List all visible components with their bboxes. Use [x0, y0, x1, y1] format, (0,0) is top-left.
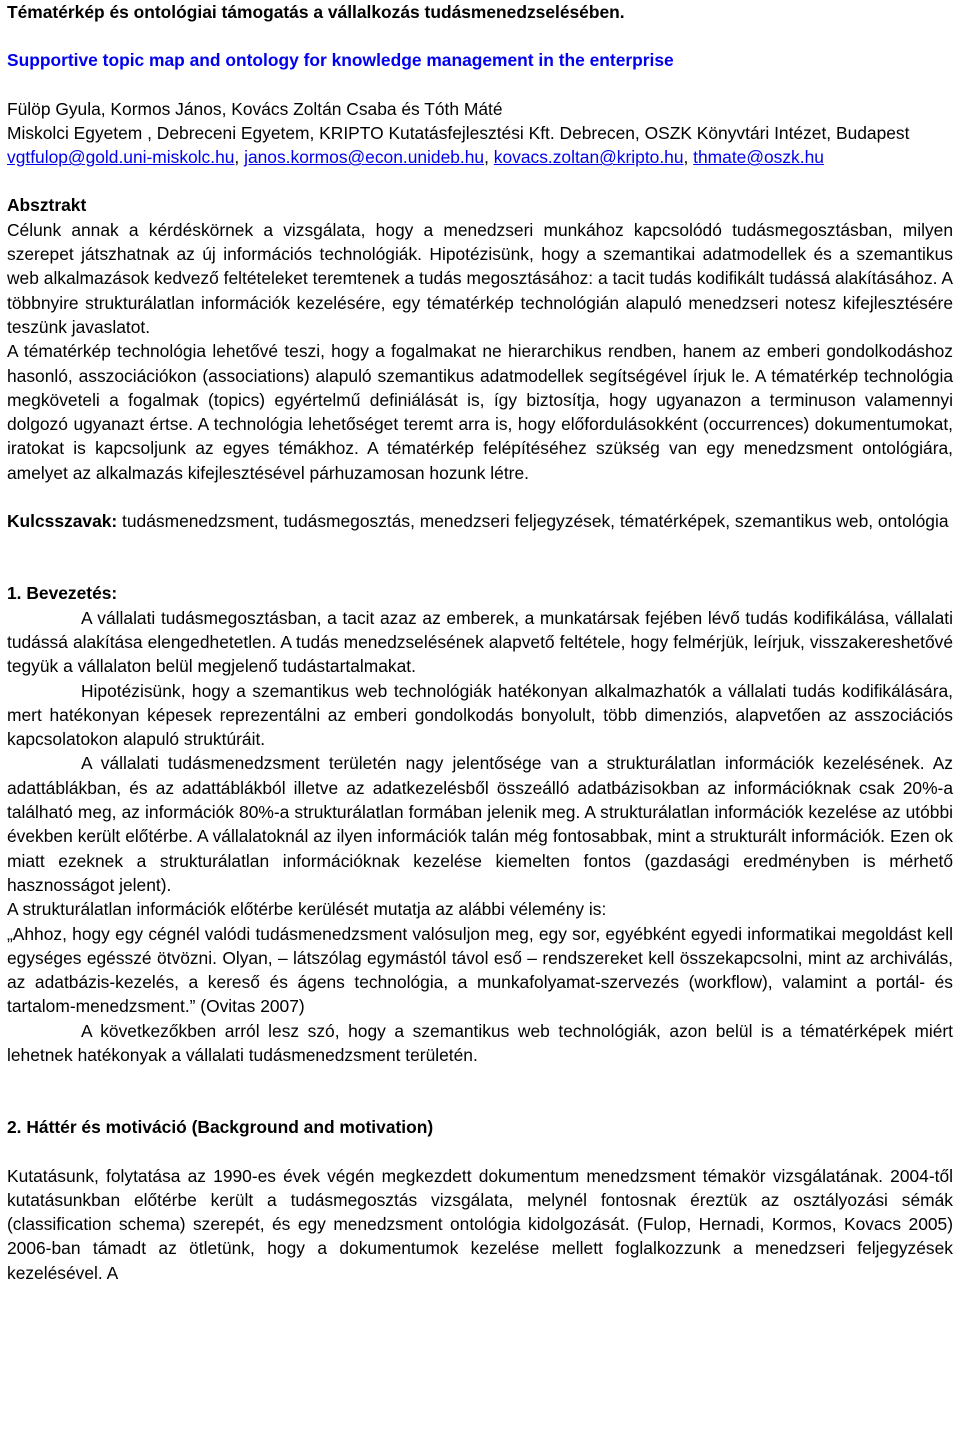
section-1-heading: 1. Bevezetés:	[7, 583, 118, 604]
section-2-heading: 2. Háttér és motiváció (Background and motivation)	[7, 1117, 434, 1138]
email-link-fulop[interactable]: vgtfulop@gold.uni-miskolc.hu	[7, 147, 235, 168]
abstract-heading: Absztrakt	[7, 195, 87, 216]
email-separator: ,	[683, 147, 694, 168]
affiliations: Miskolci Egyetem , Debreceni Egyetem, KRIPTO Kutatásfejlesztési Kft. Debrecen, OSZK Könyvtári Intézet, Budapest	[7, 122, 910, 143]
title-hungarian: Tématérkép és ontológiai támogatás a vállalkozás tudásmenedzselésében.	[7, 2, 625, 22]
email-link-toth[interactable]: thmate@oszk.hu	[693, 147, 824, 168]
email-link-kovacs[interactable]: kovacs.zoltan@kripto.hu	[493, 147, 684, 168]
section-1-paragraph-1: A vállalati tudásmegosztásban, a tacit azaz az emberek, a munkatársak fejében lévő tudás kodifikálása, vállalati tudássá alakítása elengedhetetlen. A tudás menedzselésének alapvető feltétele, hogy felmérjük, leírjuk, visszakereshetővé tegyük a vállalaton belül megjelenő tudástartalmakat.	[7, 607, 953, 677]
email-separator: ,	[234, 147, 245, 168]
keywords-list: tudásmenedzsment, tudásmegosztás, menedzseri feljegyzések, tématérképek, szemantikus web, ontológia	[117, 511, 949, 532]
section-1-paragraph-6: A következőkben arról lesz szó, hogy a szemantikus web technológiák, azon belül is a tématérképek miért lehetnek hatékonyak a vállalati tudásmenedzsment területén.	[7, 1020, 953, 1065]
section-1-paragraph-2: Hipotézisünk, hogy a szemantikus web technológiák hatékonyan alkalmazhatók a vállalati tudás kodifikálására, mert hatékonyan képesek reprezentálni az emberi gondolkodás bonyolult, több dimenziós, alapvetően az asszociációs kapcsolatokon alapuló struktúráit.	[7, 680, 953, 750]
section-1-paragraph-3: A vállalati tudásmenedzsment területén nagy jelentősége van a strukturálatlan információk kezelésének. Az adattáblákban, és az adattáblákból illetve az adatkezelésből összeálló adatbázisokban az információknak csak 20%-a található meg, az információk 80%-a strukturálatlan formában jelenik meg. A strukturálatlan információk kezelése az utóbbi években került előtérbe. A vállalatoknál az ilyen információk talán még fontosabbak, mint a strukturált információk. Ezen ok miatt ezeknek a strukturálatlan információknak kezelése kiemelten fontos (gazdasági eredményben is mérhető hasznosságot jelent).	[7, 753, 953, 895]
keywords	[7, 509, 953, 533]
email-separator: ,	[484, 147, 494, 168]
email-link-kormos[interactable]: janos.kormos@econ.unideb.hu	[244, 147, 485, 168]
section-1-paragraph-4: A strukturálatlan információk előtérbe kerülését mutatja az alábbi vélemény is:	[7, 899, 607, 920]
abstract-paragraph-2: A tématérkép technológia lehetővé teszi, hogy a fogalmakat ne hierarchikus rendben, hanem az emberi gondolkodáshoz hasonló, asszociációkon (associations) alapuló szemantikus adatmodellek segítségével írjuk le. A tématérkép technológia megköveteli a fogalmak (topics) egyértelmű definiálását is, így biztosítja, hogy ugyanazon a terminuson valamennyi dolgozó ugyanazt értse. A technológia lehetőséget teremt arra is, hogy előfordulásokként (occurrences) dokumentumokat, iratokat is kapcsoljunk az egyes témákhoz. A tématérkép felépítéséhez szükség van egy menedzsment ontológiára, amelyet az alkalmazás kifejlesztésével párhuzamosan hozunk létre.	[7, 341, 953, 483]
section-2-paragraph-1: Kutatásunk, folytatása az 1990-es évek végén megkezdett dokumentum menedzsment témakör vizsgálatának. 2004-től kutatásunkban előtérbe került a tudásmegosztás vizsgálata, melynél fontosnak éreztük az osztályozási sémák (classification schema) szerepét, és egy menedzsment ontológia kidolgozását. (Fulop, Hernadi, Kormos, Kovacs 2005) 2006-ban támadt az ötletünk, hogy a dokumentumok kezelése mellett foglalkozzunk a menedzseri feljegyzések kezelésével. A	[7, 1165, 953, 1283]
keywords-label: Kulcsszavak:	[7, 511, 118, 532]
section-1-quote: „Ahhoz, hogy egy cégnél valódi tudásmenedzsment valósuljon meg, egy sor, egyébként egyedi informatikai megoldást kell egységes egésszé ötvözni. Olyan, – látszólag egymástól távol eső – rendszereket kell összekapcsolni, mint az archiválás, az adatbázis-kezelés, a kereső és ágens technológia, a munkafolyamat-szervezés (workflow), valamint a portál- és tartalom-menedzsment.” (Ovitas 2007)	[7, 923, 953, 1017]
author-emails	[7, 145, 953, 169]
authors: Fülöp Gyula, Kormos János, Kovács Zoltán Csaba és Tóth Máté	[7, 98, 503, 119]
abstract-paragraph-1: Célunk annak a kérdéskörnek a vizsgálata, hogy a menedzseri munkához kapcsolódó tudásmegosztásban, milyen szerepet játszhatnak az új információs technológiák. Hipotézisünk, hogy a szemantikai adatmodellek és a szemantikus web alkalmazások kedvező feltételeket teremtenek a tudás megosztásához: a tacit tudás kodifikált tudássá alakításához. A többnyire strukturálatlan információk kezelésére, egy tématérkép technológián alapuló menedzseri notesz kifejlesztésére teszünk javaslatot.	[7, 219, 953, 337]
title-english: Supportive topic map and ontology for knowledge management in the enterprise	[7, 50, 674, 71]
